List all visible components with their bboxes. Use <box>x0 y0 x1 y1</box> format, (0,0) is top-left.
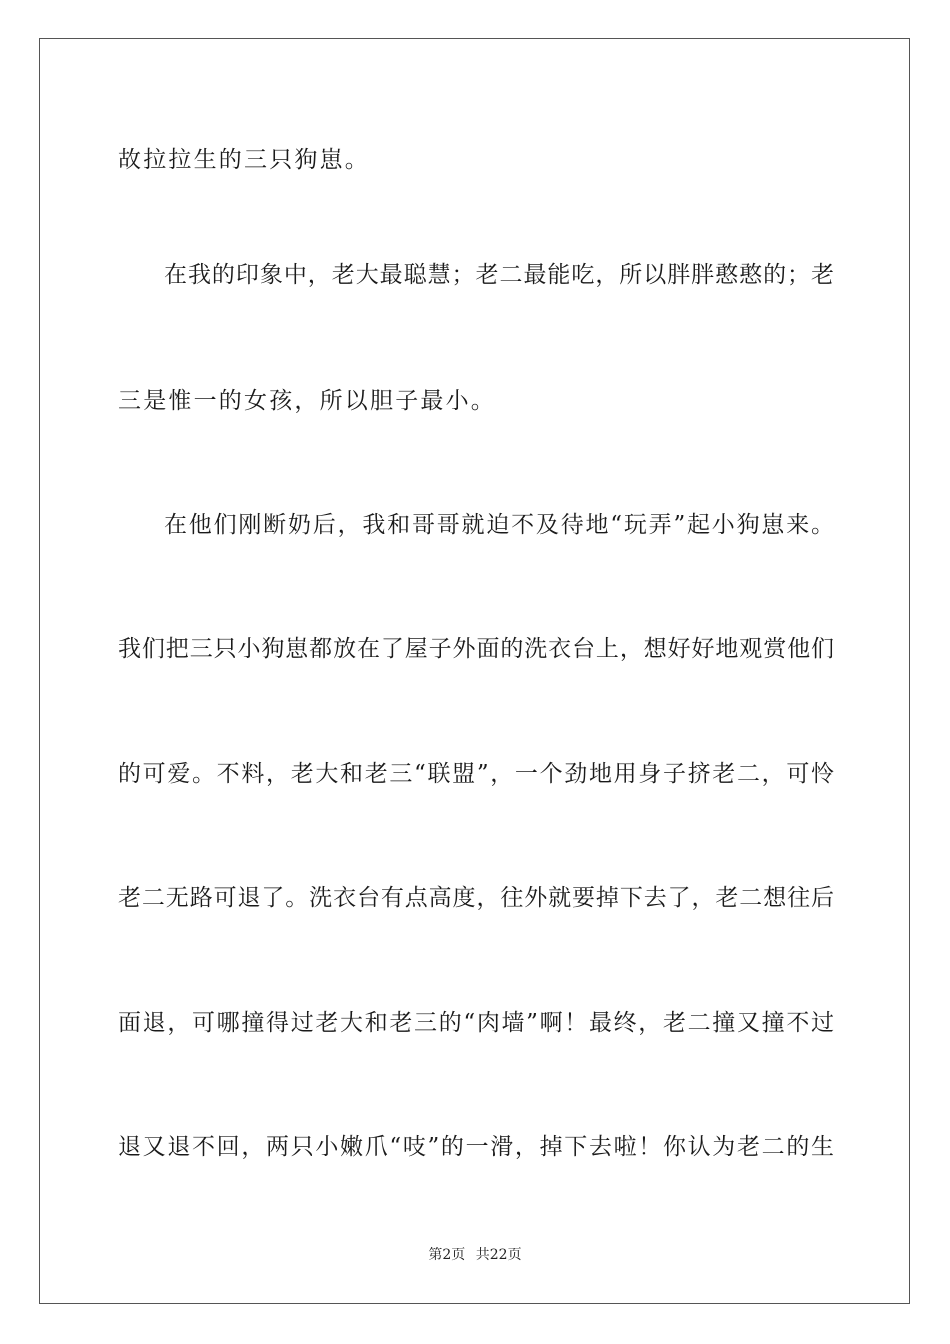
page-border <box>39 38 910 1304</box>
text-line: 老二无路可退了。洗衣台有点高度，往外就要掉下去了，老二想往后 <box>118 885 834 911</box>
text-line: 我们把三只小狗崽都放在了屋子外面的洗衣台上，想好好地观赏他们 <box>118 636 834 662</box>
text-line: 故拉拉生的三只狗崽。 <box>118 147 370 173</box>
text-line: 三是惟一的女孩，所以胆子最小。 <box>118 388 496 414</box>
page-footer <box>0 1246 950 1264</box>
text-line: 退又退不回，两只小嫩爪“吱”的一滑，掉下去啦！你认为老二的生 <box>118 1134 834 1160</box>
page-number: 第2页 <box>428 1247 466 1263</box>
text-line: 的可爱。不料，老大和老三“联盟”，一个劲地用身子挤老二，可怜 <box>118 761 834 787</box>
text-line: 面退，可哪撞得过老大和老三的“肉墙”啊！最终，老二撞又撞不过 <box>118 1010 834 1036</box>
paragraph-first-line: 在我的印象中，老大最聪慧；老二最能吃，所以胖胖憨憨的；老 <box>164 262 834 288</box>
page-total: 共22页 <box>475 1247 522 1263</box>
paragraph-first-line: 在他们刚断奶后，我和哥哥就迫不及待地“玩弄”起小狗崽来。 <box>164 512 834 538</box>
